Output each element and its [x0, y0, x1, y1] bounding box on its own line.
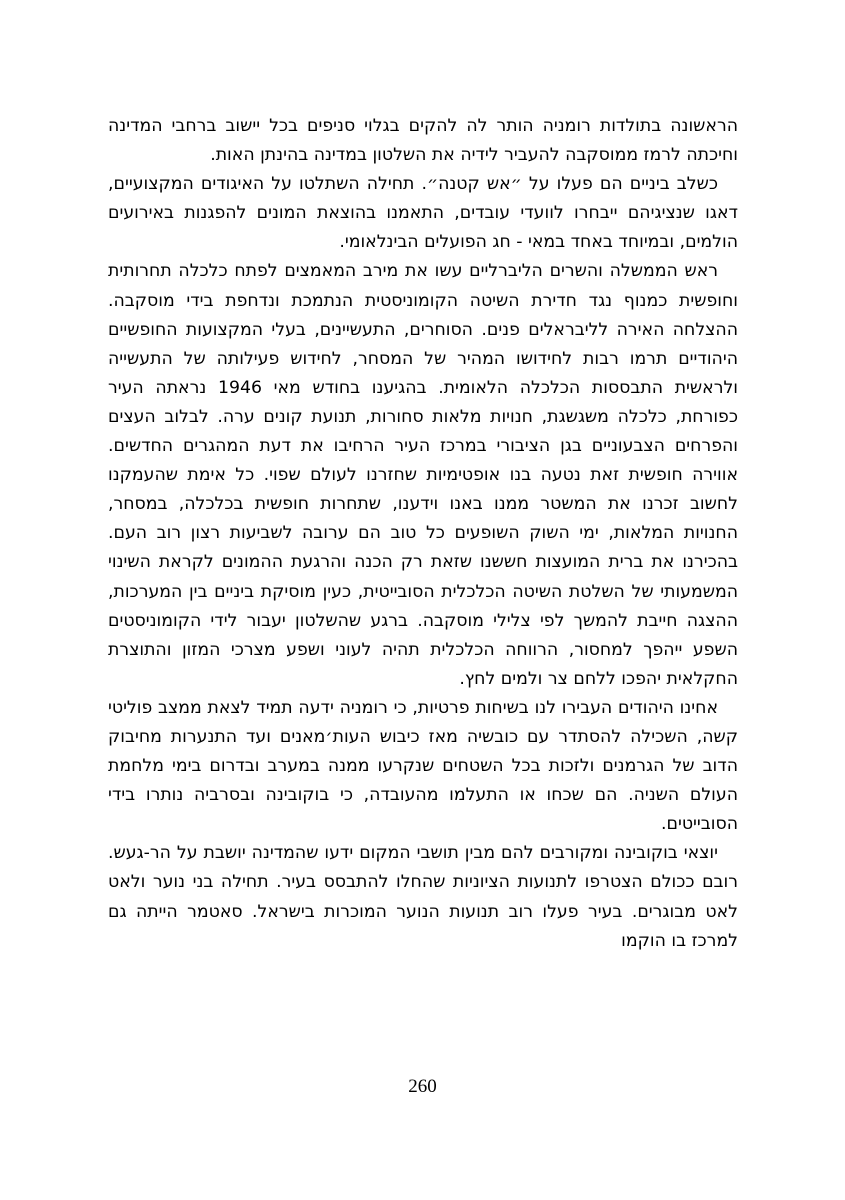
- paragraph-3: ראש הממשלה והשרים הליברליים עשו את מירב המאמצים לפתח כלכלה תחרותית וחופשית כמנוף נגד חדירת השיטה הקומוניסטית הנתמכת ונדחפת בידי מוסקבה. ההצלחה האירה לליבראלים פנים. הסוחרים, התעשיינים, בעלי המקצועות החופשיים היהודיים תרמו רבות לחידושו המהיר של המסחר, לחידוש פעילותה של התעשייה ולראשית התבססות הכלכלה הלאומית. בהגיענו בחודש מאי 1946 נראתה העיר כפורחת, כלכלה משגשגת, חנויות מלאות סחורות, תנועת קונים ערה. לבלוב העצים והפרחים הצבעוניים בגן הציבורי במרכז העיר הרחיבו את דעת המהגרים החדשים. אווירה חופשית זאת נטעה בנו אופטימיות שחזרנו לעולם שפוי. כל אימת שהעמקנו לחשוב זכרנו את המשטר ממנו באנו וידענו, שתחרות חופשית בכלכלה, במסחר, החנויות המלאות, ימי השוק השופעים כל טוב הם ערובה לשביעות רצון רוב העם. בהכירנו את ברית המועצות חששנו שזאת רק הכנה והרגעת ההמונים לקראת השינוי המשמעותי של השלטת השיטה הכלכלית הסובייטית, כעין מוסיקת ביניים בין המערכות, ההצגה חייבת להמשך לפי צלילי מוסקבה. ברגע שהשלטון יעבור לידי הקומוניסטים השפע ייהפך למחסור, הרווחה הכלכלית תהיה לעוני ושפע מצרכי המזון והתוצרת החקלאית יהפכו ללחם צר ולמים לחץ.: [108, 261, 739, 689]
- page-number: 260: [408, 1076, 437, 1097]
- paragraph-5: יוצאי בוקובינה ומקורבים להם מבין תושבי המקום ידעו שהמדינה יושבת על הר-געש. רובם ככולם הצטרפו לתנועות הציוניות שהחלו להתבסס בעיר. תחילה בני נוער ולאט לאט מבוגרים. בעיר פעלו רוב תנועות הנוער המוכרות בישראל. סאטמר הייתה גם למרכז בו הוקמו: [108, 843, 738, 951]
- paragraph-1: הראשונה בתולדות רומניה הותר לה להקים בגלוי סניפים בכל יישוב ברחבי המדינה וחיכתה לרמז ממוסקבה להעביר לידיה את השלטון במדינה בהינתן האות.: [108, 116, 738, 166]
- paragraph-2: כשלב ביניים הם פעלו על ״אש קטנה״. תחילה השתלטו על האיגודים המקצועיים, דאגו שנציגיהם ייבחרו לוועדי עובדים, התאמנו בהוצאת המונים להפגנות באירועים הולמים, ובמיוחד באחד במאי - חג הפועלים הבינלאומי.: [108, 174, 738, 253]
- body-text: [108, 112, 738, 956]
- paragraph-4: אחינו היהודים העבירו לנו בשיחות פרטיות, כי רומניה ידעה תמיד לצאת ממצב פוליטי קשה, השכילה להסתדר עם כובשיה מאז כיבוש העות׳מאנים ועד התנערות מחיבוק הדוב של הגרמנים ולזכות בכל השטחים שנקרעו ממנה במערב ובדרום בימי מלחמת העולם השניה. הם שכחו או התעלמו מהעובדה, כי בוקובינה ובסרביה נותרו בידי הסובייטים.: [108, 697, 738, 835]
